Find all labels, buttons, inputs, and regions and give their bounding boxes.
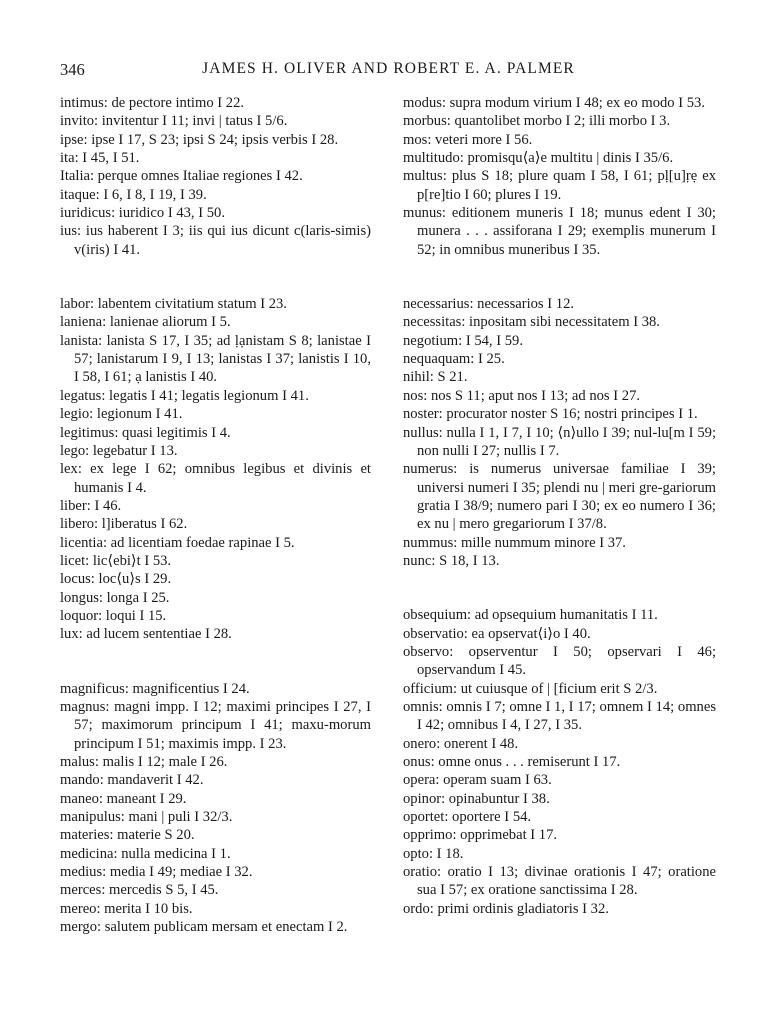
index-entry: licet: lic⟨ebi⟩t I 53. [60, 552, 172, 569]
index-entry: lego: legebatur I 13. [60, 442, 178, 459]
index-entry: Italia: perque omnes Italiae regiones I 42. [60, 168, 303, 185]
index-entry: opprimo: opprimebat I 17. [403, 827, 558, 844]
index-entry: ipse: ipse I 17, S 23; ipsi S 24; ipsis verbis I 28. [60, 131, 339, 148]
index-entry: materies: materie S 20. [60, 827, 195, 844]
index-entry: laniena: lanienae aliorum I 5. [60, 314, 231, 331]
index-entry: multus: plus S 18; plure quam I 58, I 61; pḷ[u]ṛẹ ex p[re]tio I 60; plures I 19. [403, 168, 716, 203]
group-spacer [60, 644, 371, 680]
index-entry: observo: opserventur I 50; opservari I 46; opservandum I 45. [403, 643, 716, 679]
index-entry: necessarius: necessarios I 12. [403, 296, 575, 313]
index-entry: observatio: ea opservat⟨i⟩o I 40. [403, 625, 591, 642]
index-entry: multitudo: promisqu⟨a⟩e multitu | dinis I 35/6. [403, 150, 674, 167]
index-entry: itaque: I 6, I 8, I 19, I 39. [60, 186, 207, 203]
index-entry: opera: operam suam I 63. [403, 772, 552, 789]
index-entry: loquor: loqui I 15. [60, 607, 167, 624]
index-entry: munus: editionem muneris I 18; munus edent I 30; munera . . . assiforana I 29; exemplis munerum I 52; in omnibus muneribus I 35. [403, 205, 716, 258]
index-group-o [403, 606, 716, 918]
index-entry: onus: omne onus . . . remiserunt I 17. [403, 754, 621, 770]
index-entry: invito: invitentur I 11; invi | tatus I 5/6. [60, 113, 288, 130]
index-entry: labor: labentem civitatium statum I 23. [60, 296, 287, 313]
index-entry: lanista: lanista S 17, I 35; ad ḷạnistam S 8; lanistae I 57; lanistarum I 9, I 13; lanistas I 37; lanistis I 10, I 58, I 61; ạ lanistis I 40. [60, 332, 371, 386]
index-entry: negotium: I 54, I 59. [403, 332, 523, 349]
index-entry: morbus: quantolibet morbo I 2; illi morbo I 3. [403, 113, 671, 130]
index-entry: nos: nos S 11; aput nos I 13; ad nos I 27. [403, 387, 641, 404]
index-entry: oratio: oratio I 13; divinae orationis I 47; oratione sua I 57; ex oratione sanctissima I 28. [403, 864, 716, 899]
index-entry: necessitas: inpositam sibi necessitatem I 38. [403, 314, 660, 331]
index-entry: omnis: omnis I 7; omne I 1, I 17; omnem I 14; omnes I 42; omnibus I 4, I 27, I 35. [403, 698, 716, 734]
index-entry: licentia: ad licentiam foedae rapinae I 5. [60, 534, 295, 551]
index-entry: maneo: maneant I 29. [60, 790, 187, 807]
index-entry: magnificus: magnificentius I 24. [60, 680, 250, 697]
index-entry: opto: I 18. [403, 845, 464, 862]
page-number: 346 [60, 60, 85, 79]
index-entry: modus: supra modum virium I 48; ex eo modo I 53. [403, 95, 705, 111]
index-entry: mando: mandaverit I 42. [60, 772, 204, 789]
index-entry: malus: malis I 12; male I 26. [60, 754, 228, 770]
index-entry: locus: loc⟨u⟩s I 29. [60, 571, 172, 588]
index-entry: lex: ex lege I 62; omnibus legibus et divinis et humanis I 4. [60, 461, 371, 496]
right-column [403, 94, 716, 918]
index-entry: manipulus: mani | puli I 32/3. [60, 809, 233, 826]
index-group-l [60, 295, 371, 644]
index-entry: officium: ut cuiusque of | [ficium erit S 2/3. [403, 680, 658, 697]
index-entry: nummus: mille nummum minore I 37. [403, 534, 626, 551]
index-entry: numerus: is numerus universae familiae I 39; universi numeri I 35; plendi nu | meri gre-gariorum gratia I 38/9; numero pari I 30; ex eo numero I 36; ex nu | mero gregariorum I 37/8. [403, 461, 716, 533]
index-entry: nunc: S 18, I 13. [403, 552, 500, 569]
index-entry: onero: onerent I 48. [403, 735, 519, 752]
index-entry: obsequium: ad opsequium humanitatis I 11. [403, 607, 658, 624]
index-entry: nullus: nulla I 1, I 7, I 10; ⟨n⟩ullo I 39; nul-lu[m I 59; non nulli I 27; nullis I 7. [403, 424, 716, 459]
group-spacer [403, 570, 716, 606]
index-entry: medicina: nulla medicina I 1. [60, 845, 231, 862]
index-entry: mereo: merita I 10 bis. [60, 900, 193, 917]
index-entry: longus: longa I 25. [60, 589, 170, 606]
index-entry: legio: legionum I 41. [60, 406, 183, 423]
index-entry: libero: l]iberatus I 62. [60, 516, 188, 533]
index-entry: liber: I 46. [60, 497, 122, 514]
index-entry: opinor: opinabuntur I 38. [403, 790, 550, 807]
running-head: JAMES H. OLIVER AND ROBERT E. A. PALMER [202, 60, 575, 77]
index-group-m-continued [403, 94, 716, 259]
index-entry: oportet: oportere I 54. [403, 809, 532, 826]
group-spacer [60, 259, 371, 295]
index-entry: legitimus: quasi legitimis I 4. [60, 424, 231, 441]
index-entry: legatus: legatis I 41; legatis legionum I 41. [60, 387, 309, 404]
index-entry: nihil: S 21. [403, 369, 468, 386]
index-entry: intimus: de pectore intimo I 22. [60, 95, 245, 111]
index-entry: mos: veteri more I 56. [403, 131, 533, 148]
index-entry: ius: ius haberent I 3; iis qui ius dicunt c(laris-simis) v(iris) I 41. [60, 223, 371, 258]
index-entry: ordo: primi ordinis gladiatoris I 32. [403, 900, 609, 917]
index-group-i [60, 94, 371, 259]
index-entry: lux: ad lucem sententiae I 28. [60, 626, 232, 643]
page-header [0, 60, 771, 84]
index-entry: noster: procurator noster S 16; nostri principes I 1. [403, 406, 698, 423]
index-entry: mergo: salutem publicam mersam et enectam I 2. [60, 919, 348, 936]
group-spacer [403, 259, 716, 295]
index-entry: iuridicus: iuridico I 43, I 50. [60, 205, 225, 222]
index-group-m [60, 680, 371, 937]
left-column [60, 94, 371, 936]
index-entry: merces: mercedis S 5, I 45. [60, 882, 219, 899]
index-entry: magnus: magni impp. I 12; maximi principes I 27, I 57; maximorum principum I 41; maxu-morum principum I 51; maximis impp. I 23. [60, 698, 371, 752]
index-entry: medius: media I 49; mediae I 32. [60, 864, 253, 881]
index-entry: ita: I 45, I 51. [60, 150, 140, 167]
index-group-n [403, 295, 716, 570]
index-entry: nequaquam: I 25. [403, 351, 505, 368]
